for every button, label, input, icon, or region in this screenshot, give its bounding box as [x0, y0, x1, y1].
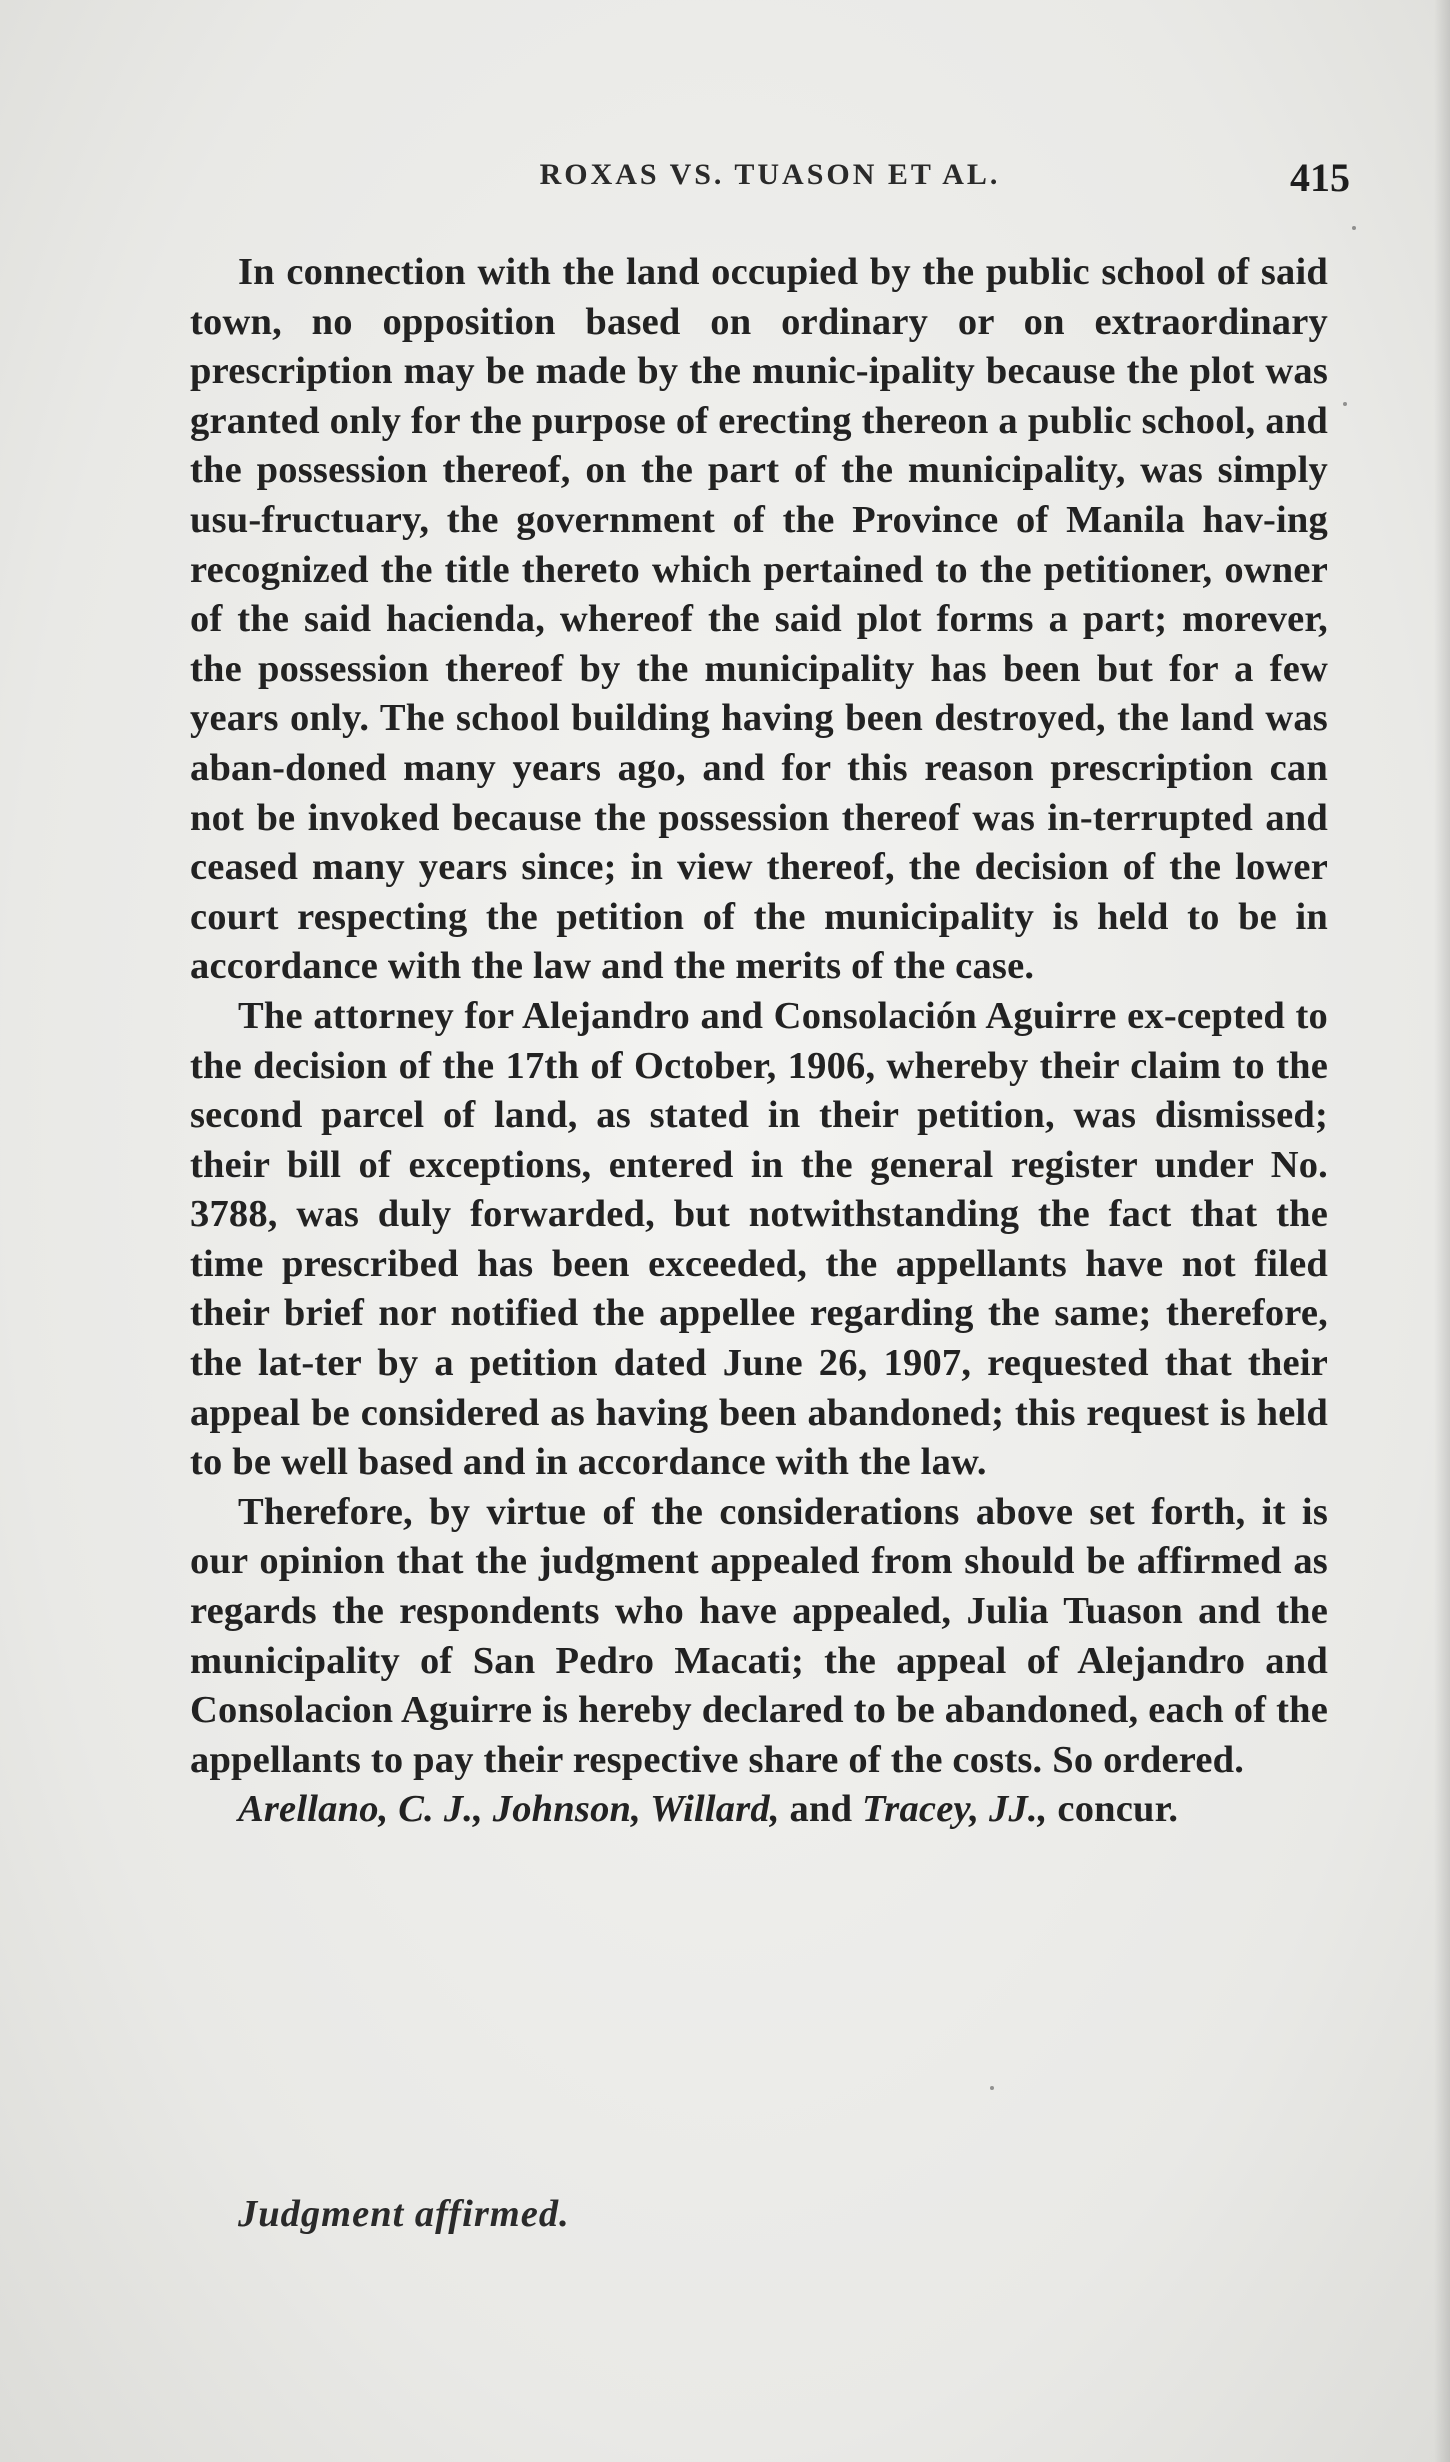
judges-and: and	[779, 1788, 863, 1831]
page-edge-shadow	[1434, 0, 1450, 2462]
paragraph-3: Therefore, by virtue of the considerations above set forth, it is our opinion that the judgment appealed from should be affirmed as regards the respondents who have appealed, Julia Tuason and the municipality of San Pedro Macati; the appeal of Alejandro and Consolacion Aguirre is hereby declared to be abandoned, each of the appellants to pay their respective share of the costs. So ordered.	[190, 1490, 1328, 1781]
paragraph-2: The attorney for Alejandro and Consolación Aguirre ex-cepted to the decision of the 17th of October, 1906, whereby their claim to the second parcel of land, as stated in their petition, was dismissed; their bill of exceptions, entered in the general register under No. 3788, was duly forwarded, but notwithstanding the fact that the time prescribed has been exceeded, the appellants have not filed their brief nor notified the appellee regarding the same; therefore, the lat-ter by a petition dated June 26, 1907, requested that their appeal be considered as having been abandoned; this request is held to be well based and in accordance with the law.	[190, 994, 1328, 1484]
scan-speck	[1352, 226, 1356, 230]
page-number: 415	[1290, 155, 1350, 200]
judgment-result: Judgment affirmed.	[238, 2193, 570, 2235]
concurring-judges	[190, 1785, 1328, 1835]
scan-speck	[1343, 402, 1347, 406]
judges-tracey: Tracey, JJ.,	[862, 1788, 1048, 1831]
body-text	[190, 248, 1328, 1835]
scan-speck	[990, 2086, 994, 2090]
paragraph-1: In connection with the land occupied by the public school of said town, no opposition based on ordinary or on extraordinary prescription may be made by the munic-ipality because the plot was granted only for the purpose of erecting thereon a public school, and the possession thereof, on the part of the municipality, was simply usu-fructuary, the government of the Province of Manila hav-ing recognized the title thereto which pertained to the petitioner, owner of the said hacienda, whereof the said plot forms a part; morever, the possession thereof by the municipality has been but for a few years only. The school building having been destroyed, the land was aban-doned many years ago, and for this reason prescription can not be invoked because the possession thereof was in-terrupted and ceased many years since; in view thereof, the decision of the lower court respecting the petition of the municipality is held to be in accordance with the law and the merits of the case.	[190, 251, 1328, 988]
judges-names: Arellano, C. J., Johnson, Willard,	[238, 1788, 780, 1831]
running-head: ROXAS VS. TUASON ET AL.	[539, 158, 1001, 191]
judges-concur: concur.	[1047, 1788, 1179, 1831]
page-header	[190, 148, 1350, 208]
